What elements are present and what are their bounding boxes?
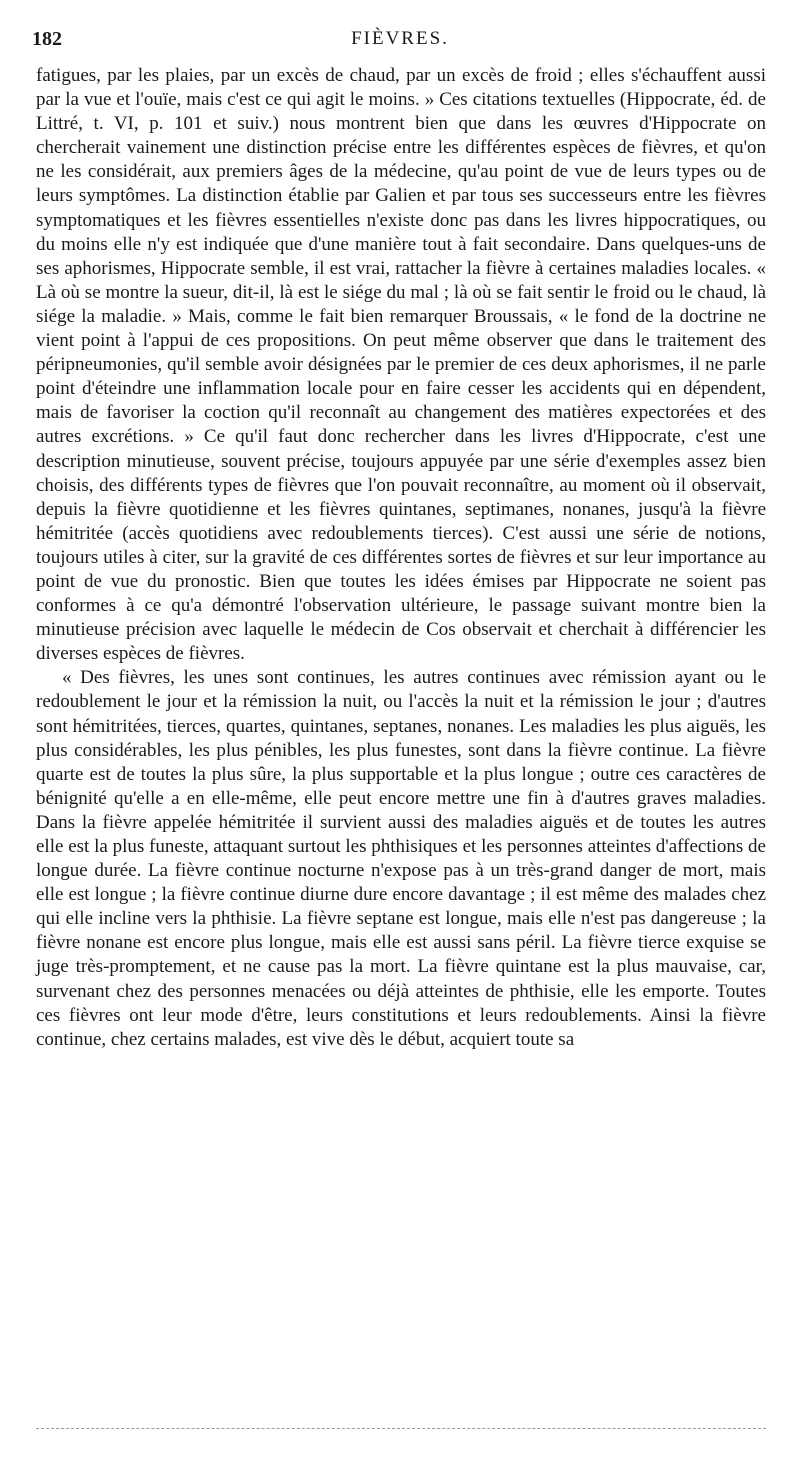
page-number: 182 [32, 28, 62, 50]
running-title: FIÈVRES. [351, 28, 449, 49]
page-header [30, 28, 770, 58]
quoted-paragraph: « Des fièvres, les unes sont continues, les autres continues avec rémission ayant ou le redoublement le jour et la rémission la nuit, ou l'accès la nuit et la rémission le jour ; d'autres sont hémitritées, tierces, quartes, quintanes, septanes, nonanes. Les maladies les plus aiguës, les plus considérables, les plus pénibles, les plus funestes, sont dans la fièvre continue. La fièvre quarte est de toutes la plus sûre, la plus supportable et la plus longue ; outre ces caractères de bénignité qu'elle a en elle-même, elle peut encore mettre une fin à d'autres graves maladies. Dans la fièvre appelée hémitritée il survient aussi des maladies aiguës et de toutes les autres elle est la plus funeste, attaquant surtout les phthisiques et les personnes atteintes d'affections de longue durée. La fièvre continue nocturne n'expose pas à un très-grand danger de mort, mais elle est longue ; la fièvre continue diurne dure encore davantage ; il est même des malades chez qui elle incline vers la phthisie. La fièvre septane est longue, mais elle n'est pas dangereuse ; la fièvre nonane est encore plus longue, mais elle est aussi sans péril. La fièvre tierce exquise se juge très-promptement, et ne cause pas la mort. La fièvre quintane est la plus mauvaise, car, survenant chez des personnes menacées ou déjà atteintes de phthisie, elle les emporte. Toutes ces fièvres ont leur mode d'être, leurs constitutions et leurs redoublements. Ainsi la fièvre continue, chez certains malades, est vive dès le début, acquiert toute sa [36, 667, 766, 1050]
paragraph: fatigues, par les plaies, par un excès de chaud, par un excès de froid ; elles s'échauffent aussi par la vue et l'ouïe, mais c'est ce qui agit le moins. » Ces citations textuelles (Hippocrate, éd. de Littré, t. VI, p. 101 et suiv.) nous montrent bien que dans les œuvres d'Hippocrate on chercherait vainement une distinction précise entre les différentes espèces de fièvres, et qu'on ne les considérait, aux premiers âges de la médecine, qu'au point de vue de leurs types ou de leurs symptômes. La distinction établie par Galien et par tous ses successeurs entre les fièvres symptomatiques et les fièvres essentielles n'existe donc pas dans les livres hippocratiques, ou du moins elle n'y est indiquée que d'une manière tout à fait secondaire. Dans quelques-uns de ses aphorismes, Hippocrate semble, il est vrai, rattacher la fièvre à certaines maladies locales. « Là où se montre la sueur, dit-il, là est le siége du mal ; là où se fait sentir le froid ou le chaud, là siége la maladie. » Mais, comme le fait bien remarquer Broussais, « le fond de la doctrine ne vient point à l'appui de ces propositions. On peut même observer que dans le traitement des péripneumonies, qu'il semble avoir désignées par le premier de ces deux aphorismes, il ne parle point d'éteindre une inflammation locale pour en faire cesser les accidents qui en dépendent, mais de favoriser la coction qu'il reconnaît au changement des matières expectorées et des autres excrétions. » Ce qu'il faut donc rechercher dans les livres d'Hippocrate, c'est une description minutieuse, souvent précise, toujours appuyée par une série d'exemples assez bien choisis, des différents types de fièvres que l'on pouvait reconnaître, au moment où il observait, depuis la fièvre quotidienne et les fièvres quintanes, septimanes, nonanes, jusqu'à la fièvre hémitritée (accès quotidiens avec redoublements tierces). C'est aussi une série de notions, toujours utiles à citer, sur la gravité de ces différentes sortes de fièvres et sur leur importance au point de vue du pronostic. Bien que toutes les idées émises par Hippocrate ne soient pas conformes à ce qu'a démontré l'observation ultérieure, le passage suivant montre bien la minutieuse précision avec laquelle le médecin de Cos observait et cherchait à différencier les diverses espèces de fièvres. [36, 65, 766, 665]
body-text [36, 64, 766, 1052]
footer-divider [36, 1428, 766, 1429]
